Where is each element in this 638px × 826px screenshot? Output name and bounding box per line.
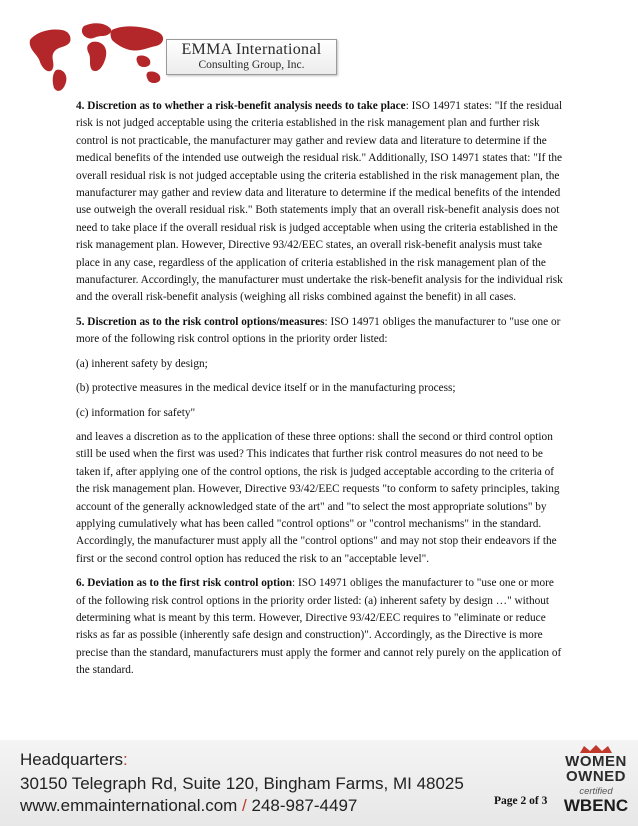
- world-map-logo: [22, 18, 172, 96]
- contact-line: [20, 796, 357, 816]
- badge-women: WOMEN: [565, 753, 627, 770]
- headquarters-label: Headquarters:: [20, 750, 128, 769]
- badge-certified: certified: [579, 786, 613, 797]
- section-6-body: : ISO 14971 obliges the manufacturer to "use one or more of the following risk control options in the priority order listed: (a) inherent safety by design …" without determining what is meant by this term. However, Directive 93/42/EEC requires to "eliminate or reduce risks as far as possible (inherently safe design and construction)". Accordingly, as the Directive is more precise than the standard, manufacturers must apply the former and cannot rely purely on the application of the standard.: [76, 577, 562, 677]
- section-4-heading: 4. Discretion as to whether a risk-benefit analysis needs to take place: [76, 100, 406, 112]
- section-5-heading: 5. Discretion as to the risk control options/measures: [76, 315, 325, 328]
- section-4: [76, 98, 566, 307]
- company-name-box: [166, 39, 337, 75]
- page-number: Page 2 of 3: [494, 795, 548, 807]
- section-4-body: : ISO 14971 states: "If the residual risk is not judged acceptable using the criteria established in the risk management plan and further risk control is not practicable, the manufacturer may gather and review data and literature to determine if the medical benefits of the intended use outweigh the residual risk." Additionally, ISO 14971 states that: "If the overall residual risk is not judged acceptable using the criteria established in the risk management plan, the manufacturer may gather and review data and literature to determine if the medical benefits of the intended use outweigh the overall residual risk." Both statements imply that an overall risk-benefit analysis does not need to take place if the overall residual risk is judged acceptable when using the criteria established in the risk management plan. However, Directive 93/42/EEC states, an overall risk-benefit analysis must take place in any case, regardless of the application of criteria established in the risk management plan of the manufacturer. Accordingly, the manufacturer must undertake the risk-benefit analysis for the individual risk and the overall risk-benefit analysis (weighing all risks combined against the benefit) in all cases.: [76, 100, 563, 304]
- section-5-continuation: and leaves a discretion as to the application of these three options: shall the second or third control option still be used when the first was used? This indicates that further risk control measures do not need to be taken if, after applying one of the control options, the risk is judged acceptable according to the criteria of the risk management plan. However, Directive 93/42/EEC requests "to conform to safety principles, taking account of the generally acknowledged state of the art" and "to select the most appropriate solutions" by applying cumulatively what has been called "control options" or "control mechanisms" in the standard. Accordingly, the manufacturer must apply all the "control options" and may not stop their endeavors if the first or the second control option has reduced the risk to an "acceptable level".: [76, 430, 560, 565]
- company-subtitle: Consulting Group, Inc.: [198, 59, 305, 71]
- website-link[interactable]: www.emmainternational.com: [20, 796, 238, 815]
- document-body: [76, 98, 566, 687]
- badge-owned: OWNED: [566, 768, 626, 785]
- company-name: EMMA International: [181, 41, 322, 58]
- section-6-heading: 6. Deviation as to the first risk control option: [76, 577, 292, 590]
- option-b: (b) protective measures in the medical device itself or in the manufacturing process;: [76, 382, 456, 395]
- section-6: [76, 575, 566, 679]
- option-c: (c) information for safety": [76, 406, 196, 419]
- contact-separator: /: [237, 796, 252, 815]
- headquarters-address: 30150 Telegraph Rd, Suite 120, Bingham Farms, MI 48025: [20, 774, 464, 793]
- badge-wbenc: WBENC: [563, 796, 629, 815]
- page-header: [0, 0, 638, 95]
- page-footer: [0, 740, 638, 826]
- wbenc-badge: [560, 742, 632, 822]
- option-a: (a) inherent safety by design;: [76, 357, 208, 370]
- section-5: [76, 314, 566, 349]
- phone-number: 248-987-4497: [251, 796, 358, 815]
- section-5-body: : ISO 14971 obliges the manufacturer to "use one or more of the following risk control options in the priority order listed:: [76, 315, 561, 346]
